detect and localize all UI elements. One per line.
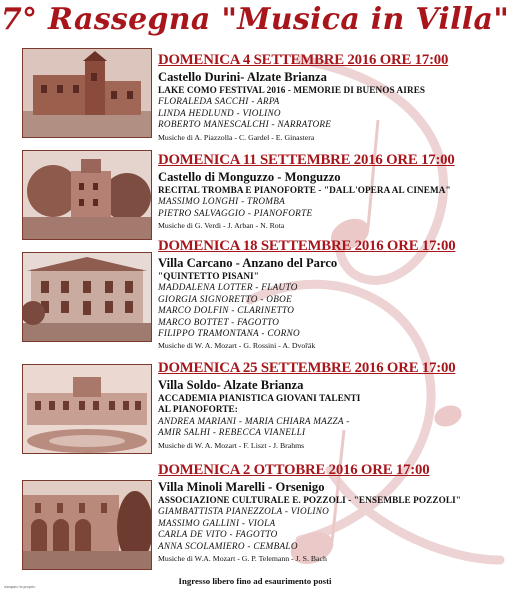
villa-photo [22,252,152,342]
event-date: DOMENICA 11 SETTEMBRE 2016 ORE 17:00 [158,152,455,168]
program-subtitle: AL PIANOFORTE: [158,404,238,415]
event-info [158,238,503,351]
performer: GIORGIA SIGNORETTO - OBOE [158,293,292,304]
event-venue: Villa Minoli Marelli - Orsenigo [158,480,325,494]
event-venue: Castello Durini- Alzate Brianza [158,70,327,84]
performer: MASSIMO GALLINI - VIOLA [158,517,276,528]
event-info [158,52,503,143]
event-venue: Villa Carcano - Anzano del Parco [158,256,338,270]
free-entry-note: Ingresso libero fino ad esaurimento posti [178,576,332,586]
performer: FLORALEDA SACCHI - ARPA [158,96,280,107]
event-date: DOMENICA 18 SETTEMBRE 2016 ORE 17:00 [158,238,456,254]
performer: MASSIMO LONGHI - TROMBA [158,196,286,207]
composers: Musiche di G. Verdi - J. Arban - N. Rota [158,221,285,231]
castle-photo [22,150,152,240]
performer: MARCO BOTTET - FAGOTTO [158,316,280,327]
castle-photo [22,48,152,138]
event-date: DOMENICA 25 SETTEMBRE 2016 ORE 17:00 [158,360,456,376]
event-venue: Castello di Monguzzo - Monguzzo [158,170,341,184]
performer: ANNA SCOLAMIERO - CEMBALO [158,540,298,551]
event-date: DOMENICA 4 SETTEMBRE 2016 ORE 17:00 [158,52,449,68]
performer: MADDALENA LOTTER - FLAUTO [158,282,298,293]
event-venue: Villa Soldo- Alzate Brianza [158,378,304,392]
event-info [158,152,503,231]
fine-print: stampato in proprio [4,584,36,589]
performer: AMIR SALHI - REBECCA VIANELLI [158,427,306,438]
courtyard-photo [22,480,152,570]
performer: CARLA DE VITO - FAGOTTO [158,529,278,540]
performer: GIAMBATTISTA PIANEZZOLA - VIOLINO [158,506,330,517]
program-title: RECITAL TROMBA E PIANOFORTE - "DALL'OPERA AL CINEMA" [158,185,451,195]
program-title: ASSOCIAZIONE CULTURALE E. POZZOLI - "ENSEMBLE POZZOLI" [158,495,461,505]
composers: Musiche di A. Piazzolla - C. Gardel - E. Ginastera [158,132,315,142]
event-info [158,360,503,451]
performer: LINDA HEDLUND - VIOLINO [158,107,281,118]
composers: Musiche di W.A. Mozart - G. P. Telemann - J. S. Bach [158,554,327,564]
program-title: LAKE COMO FESTIVAL 2016 - MEMORIE DI BUENOS AIRES [158,85,426,95]
composers: Musiche di W. A. Mozart - G. Rossini - A. Dvořák [158,341,316,351]
performer: ROBERTO MANESCALCHI - NARRATORE [158,119,332,130]
event-info [158,462,503,564]
program-title: ACCADEMIA PIANISTICA GIOVANI TALENTI [158,393,361,403]
composers: Musiche di W. A. Mozart - F. Liszt - J. Brahms [158,440,305,450]
event-date: DOMENICA 2 OTTOBRE 2016 ORE 17:00 [158,462,430,478]
page-title: 7° Rassegna "Musica in Villa" [0,2,510,37]
performer: MARCO DOLFIN - CLARINETTO [158,305,295,316]
program-title: "QUINTETTO PISANI" [158,271,259,281]
performer: ANDREA MARIANI - MARIA CHIARA MAZZA - [158,415,350,426]
performer: FILIPPO TRAMONTANA - CORNO [158,328,300,339]
villa-photo [22,364,152,454]
performer: PIETRO SALVAGGIO - PIANOFORTE [158,207,313,218]
